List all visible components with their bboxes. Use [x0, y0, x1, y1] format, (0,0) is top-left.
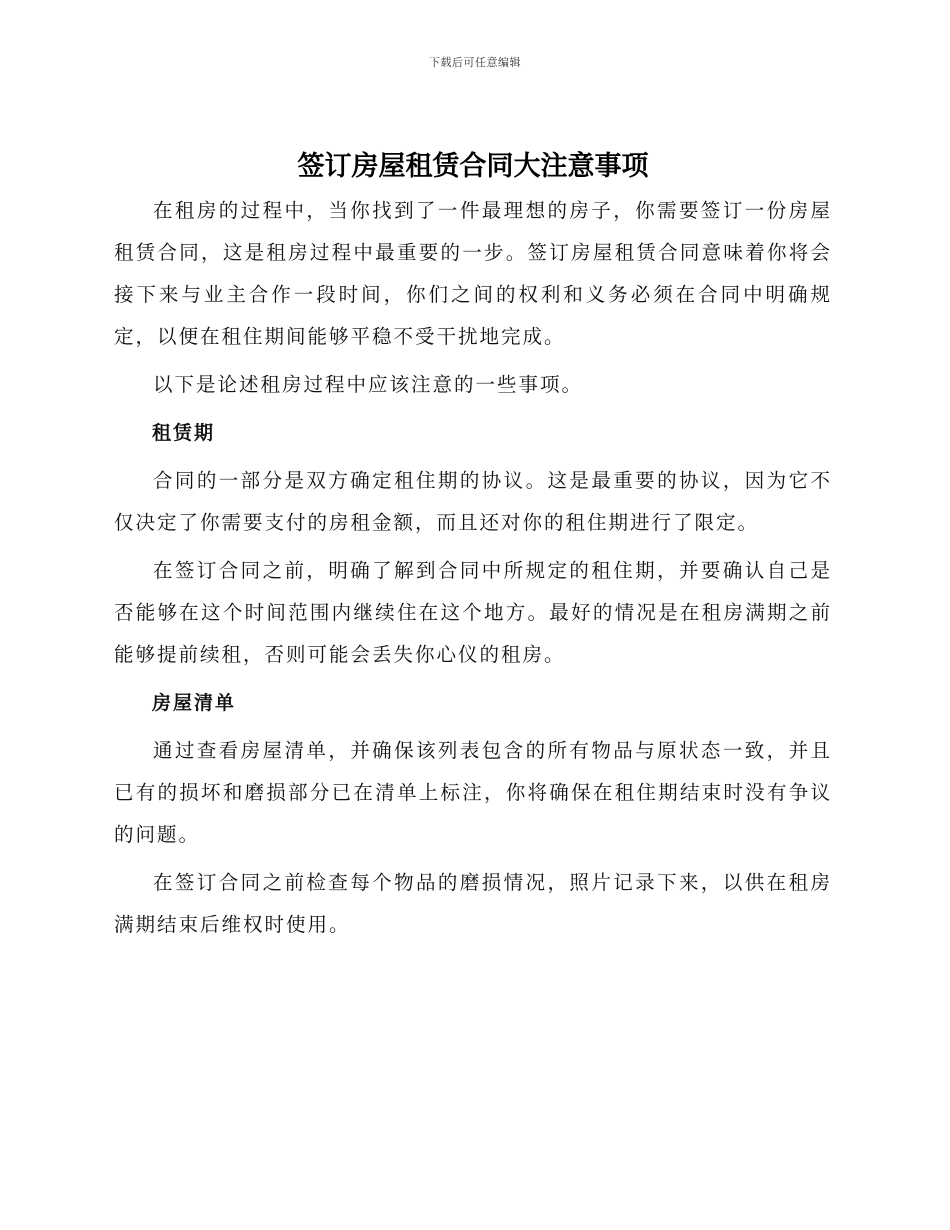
inventory-paragraph-1: 通过查看房屋清单，并确保该列表包含的所有物品与原状态一致，并且已有的损坏和磨损部分已在清单上标注，你将确保在租住期结束时没有争议的问题。 — [114, 739, 832, 846]
document-body — [114, 148, 832, 952]
lease-term-paragraph-1: 合同的一部分是双方确定租住期的协议。这是最重要的协议，因为它不仅决定了你需要支付的房租金额，而且还对你的租住期进行了限定。 — [114, 469, 832, 534]
section-house-inventory — [114, 682, 832, 946]
section-heading-lease-term: 租赁期 — [152, 422, 216, 444]
intro-paragraph-2: 以下是论述租房过程中应该注意的一些事项。 — [153, 373, 584, 396]
document-title: 签订房屋租赁合同大注意事项 — [297, 151, 649, 182]
header-note: 下载后可任意编辑 — [429, 56, 521, 69]
intro-paragraph-1: 在租房的过程中，当你找到了一件最理想的房子，你需要签订一份房屋租赁合同，这是租房过程中最重要的一步。签订房屋租赁合同意味着你将会接下来与业主合作一段时间，你们之间的权利和义务必须在合同中明确规定，以便在租住期间能够平稳不受干扰地完成。 — [114, 199, 832, 348]
inventory-paragraph-2: 在签订合同之前检查每个物品的磨损情况，照片记录下来，以供在租房满期结束后维权时使用。 — [114, 871, 832, 936]
lease-term-paragraph-2: 在签订合同之前，明确了解到合同中所规定的租住期，并要确认自己是否能够在这个时间范围内继续住在这个地方。最好的情况是在租房满期之前能够提前续租，否则可能会丢失你心仪的租房。 — [114, 559, 832, 666]
section-lease-term — [114, 412, 832, 676]
section-heading-house-inventory: 房屋清单 — [152, 692, 237, 714]
